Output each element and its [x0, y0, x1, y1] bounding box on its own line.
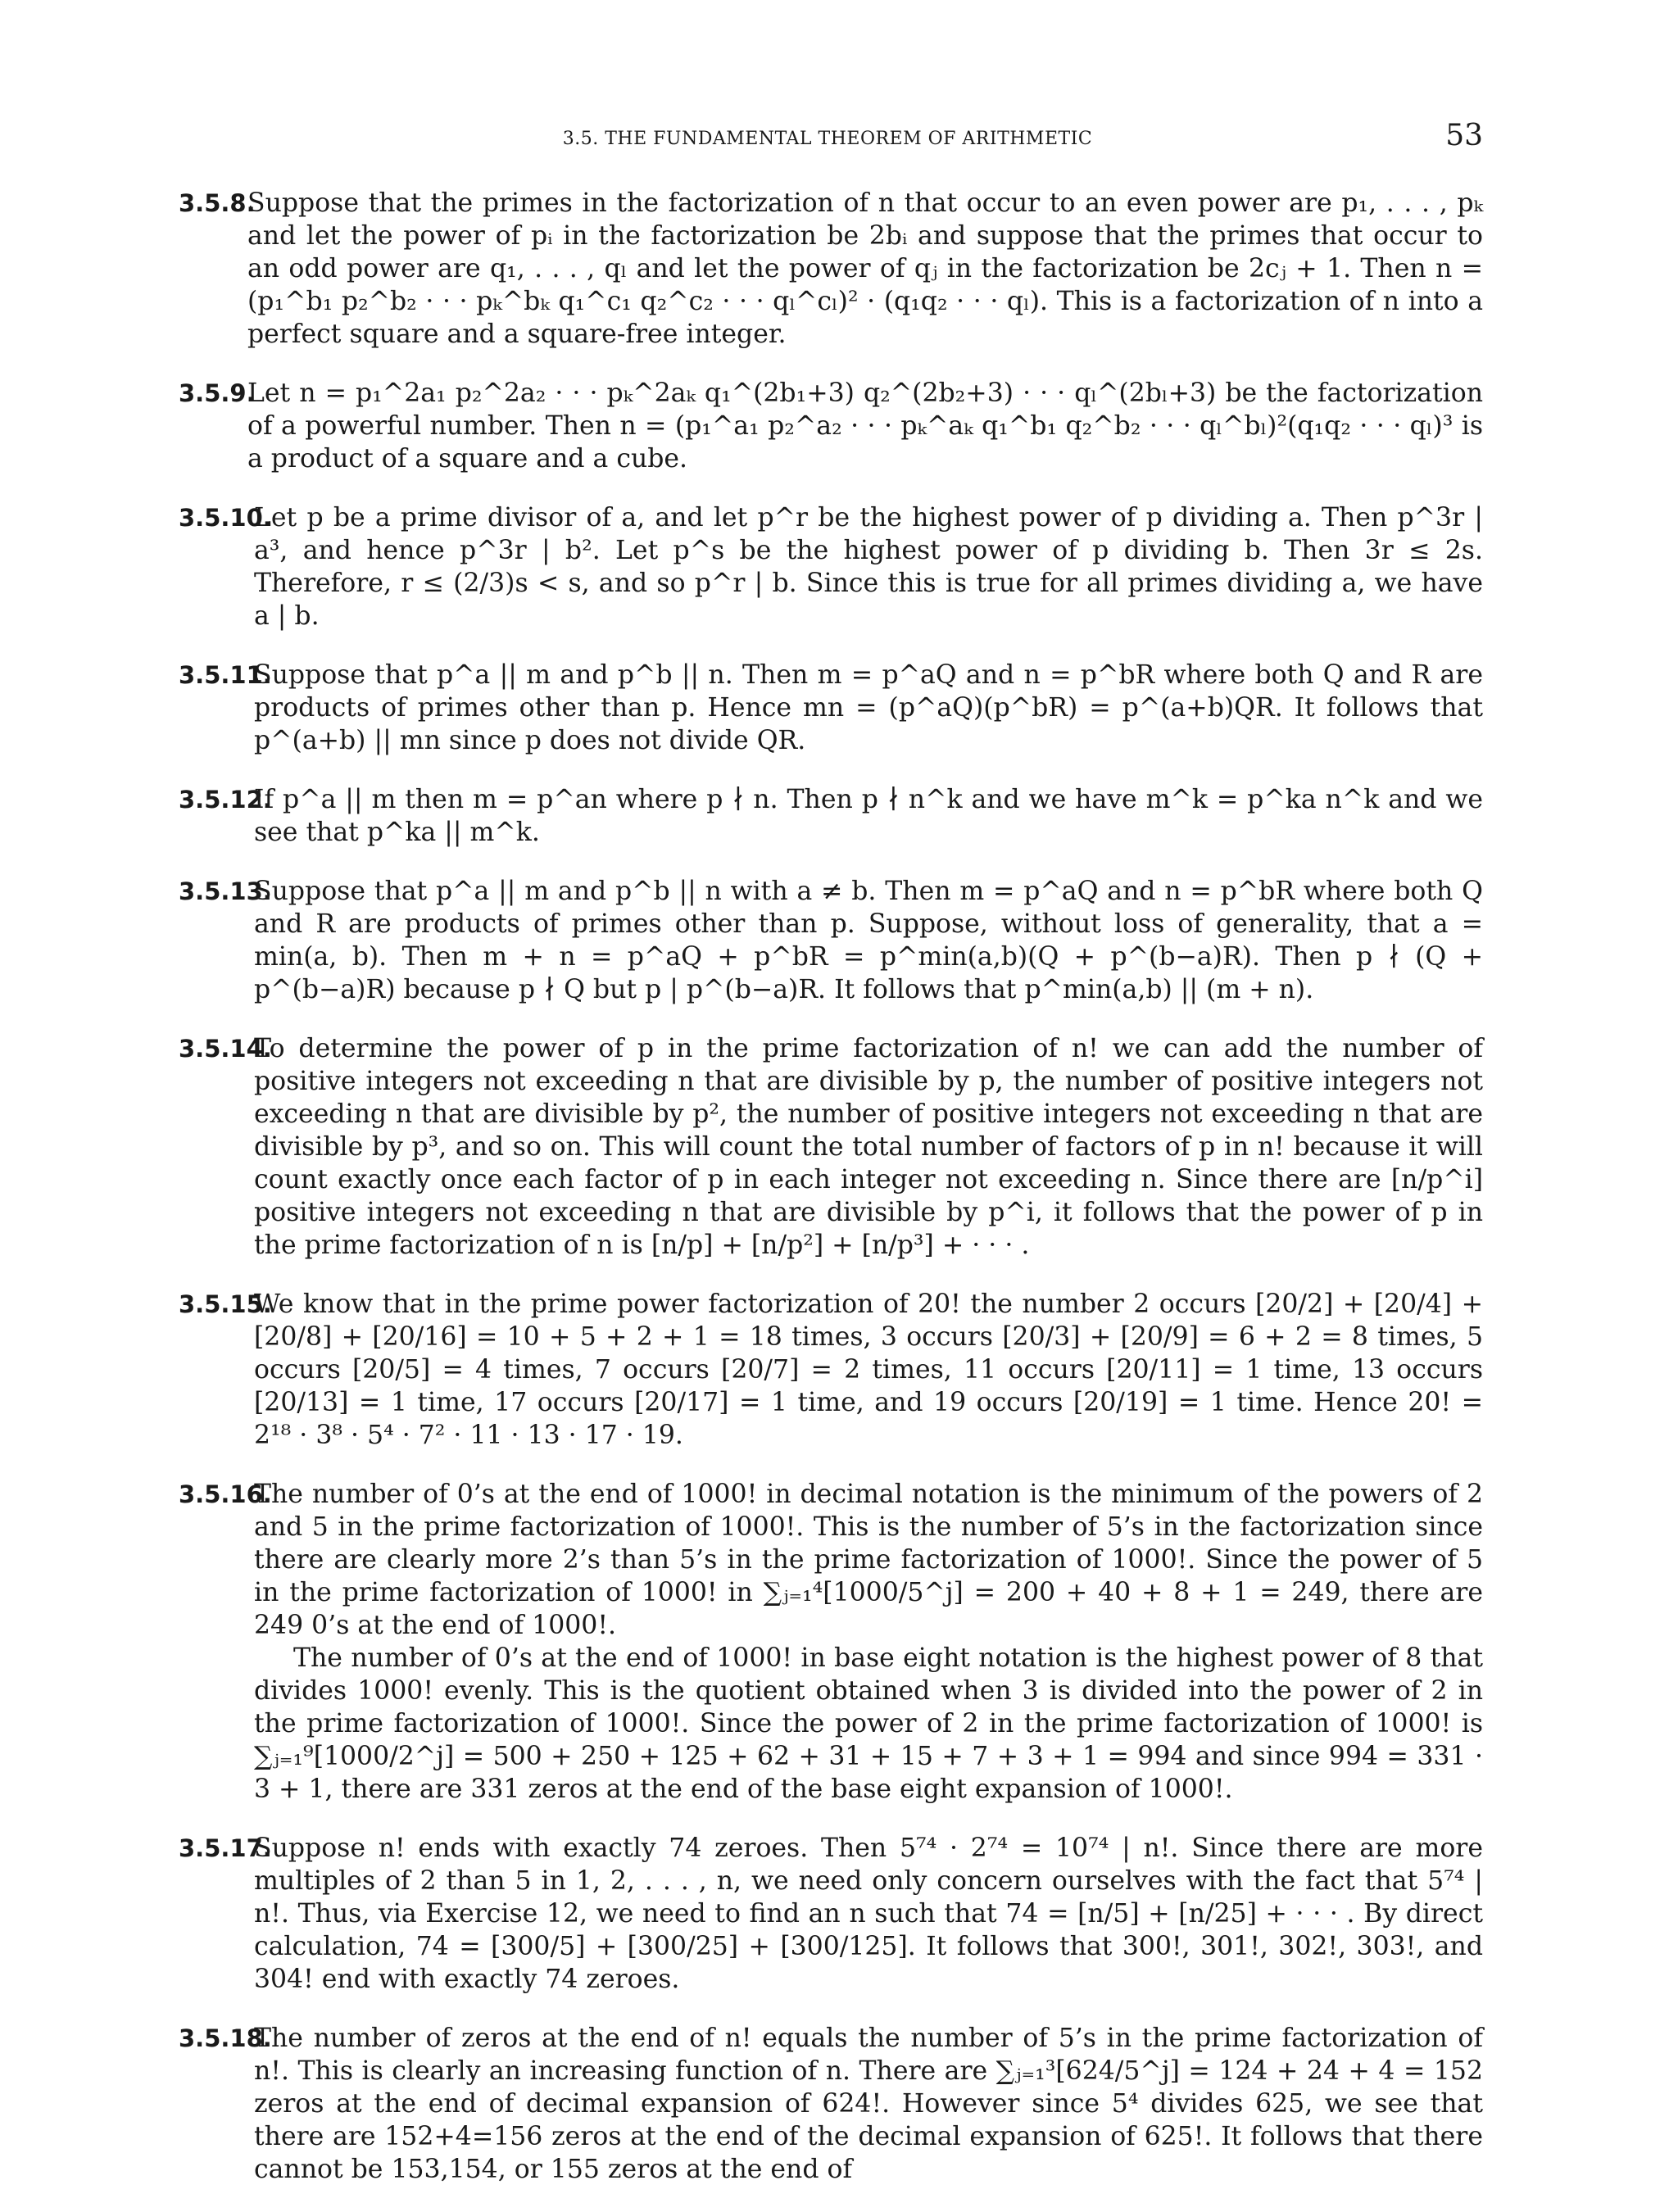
solution-text: Let n = p₁^2a₁ p₂^2a₂ · · · pₖ^2aₖ q₁^(2b₁+3) q₂^(2b₂+3) · · · qₗ^(2bₗ+3) be the factorization of a powerful number. Then n = (p₁^a₁ p₂^a₂ · · · pₖ^aₖ q₁^b₁ q₂^b₂ · · · qₗ^bₗ)²(q₁q₂ · · · qₗ)³ is a product of a square and a cube.	[247, 378, 1483, 474]
solution-3-5-15	[179, 1288, 1483, 1452]
solution-text: To determine the power of p in the prime factorization of n! we can add the number of positive integers not exceeding n that are divisible by p, the number of positive integers not exceeding n that are divisible by p², the number of positive integers not exceeding n that are divisible by p³, and so on. This will count the total number of factors of p in n! because it will count exactly once each factor of p in each integer not exceeding n. Since there are [n/p^i] positive integers not exceeding n that are divisible by p^i, it follows that the power of p in the prime factorization of n is [n/p] + [n/p²] + [n/p³] + · · · .	[254, 1034, 1483, 1260]
solution-text: The number of zeros at the end of n! equals the number of 5’s in the prime factorization of n!. This is clearly an increasing function of n. There are ∑ⱼ₌₁³[624/5^j] = 124 + 24 + 4 = 152 zeros at the end of decimal expansion of 624!. However since 5⁴ divides 625, we see that there are 152+4=156 zeros at the end of the decimal expansion of 625!. It follows that there cannot be 153,154, or 155 zeros at the end of	[254, 2024, 1483, 2184]
solution-number: 3.5.10.	[179, 504, 272, 532]
solution-text: The number of 0’s at the end of 1000! in decimal notation is the minimum of the powers of 2 and 5 in the prime factorization of 1000!. This is the number of 5’s in the factorization since there are clearly more 2’s than 5’s in the prime factorization of 1000!. Since the power of 5 in the prime factorization of 1000! in ∑ⱼ₌₁⁴[1000/5^j] = 200 + 40 + 8 + 1 = 249, there are 249 0’s at the end of 1000!.	[254, 1480, 1483, 1640]
solution-number: 3.5.14.	[179, 1035, 272, 1063]
solution-number: 3.5.17.	[179, 1834, 272, 1862]
solution-number: 3.5.15.	[179, 1290, 272, 1318]
running-title: 3.5. THE FUNDAMENTAL THEOREM OF ARITHMETIC	[562, 129, 1093, 149]
solution-3-5-8	[179, 187, 1483, 351]
solution-text: If p^a || m then m = p^an where p ∤ n. Then p ∤ n^k and we have m^k = p^ka n^k and we see that p^ka || m^k.	[254, 785, 1483, 847]
solution-3-5-17	[179, 1832, 1483, 1996]
solution-number: 3.5.8.	[179, 189, 256, 217]
solution-text-continued: The number of 0’s at the end of 1000! in base eight notation is the highest power of 8 that divides 1000! evenly. This is the quotient obtained when 3 is divided into the power of 2 in the prime factorization of 1000!. Since the power of 2 in the prime factorization of 1000! is ∑ⱼ₌₁⁹[1000/2^j] = 500 + 250 + 125 + 62 + 31 + 15 + 7 + 3 + 1 = 994 and since 994 = 331 · 3 + 1, there are 331 zeros at the end of the base eight expansion of 1000!.	[254, 1643, 1483, 1804]
solution-text: Let p be a prime divisor of a, and let p^r be the highest power of p dividing a. Then p^3r | a³, and hence p^3r | b². Let p^s be the highest power of p dividing b. Then 3r ≤ 2s. Therefore, r ≤ (2/3)s < s, and so p^r | b. Since this is true for all primes dividing a, we have a | b.	[254, 503, 1483, 631]
solution-number: 3.5.13.	[179, 877, 272, 905]
solution-3-5-10	[179, 501, 1483, 632]
page-number: 53	[1445, 119, 1483, 152]
solution-text: Suppose that p^a || m and p^b || n with a ≠ b. Then m = p^aQ and n = p^bR where both Q and R are products of primes other than p. Suppose, without loss of generality, that a = min(a, b). Then m + n = p^aQ + p^bR = p^min(a,b)(Q + p^(b−a)R). Then p ∤ (Q + p^(b−a)R) because p ∤ Q but p | p^(b−a)R. It follows that p^min(a,b) || (m + n).	[254, 877, 1483, 1004]
solution-3-5-16	[179, 1478, 1483, 1806]
running-header	[172, 119, 1483, 160]
solution-number: 3.5.9.	[179, 379, 256, 407]
solution-3-5-14	[179, 1032, 1483, 1262]
solution-number: 3.5.18.	[179, 2024, 272, 2052]
solution-number: 3.5.16.	[179, 1480, 272, 1508]
solution-number: 3.5.11.	[179, 661, 272, 689]
solution-3-5-18	[179, 2022, 1483, 2186]
solution-3-5-12	[179, 783, 1483, 849]
solution-3-5-13	[179, 875, 1483, 1006]
solution-text: Suppose that p^a || m and p^b || n. Then m = p^aQ and n = p^bR where both Q and R are products of primes other than p. Hence mn = (p^aQ)(p^bR) = p^(a+b)QR. It follows that p^(a+b) || mn since p does not divide QR.	[254, 660, 1483, 755]
solution-text: Suppose that the primes in the factorization of n that occur to an even power are p₁, . . . , pₖ and let the power of pᵢ in the factorization be 2bᵢ and suppose that the primes that occur to an odd power are q₁, . . . , qₗ and let the power of qⱼ in the factorization be 2cⱼ + 1. Then n = (p₁^b₁ p₂^b₂ · · · pₖ^bₖ q₁^c₁ q₂^c₂ · · · qₗ^cₗ)² · (q₁q₂ · · · qₗ). This is a factorization of n into a perfect square and a square-free integer.	[247, 188, 1483, 349]
solution-3-5-9	[179, 377, 1483, 475]
solution-3-5-11	[179, 659, 1483, 757]
solution-text: Suppose n! ends with exactly 74 zeroes. Then 5⁷⁴ · 2⁷⁴ = 10⁷⁴ | n!. Since there are more multiples of 2 than 5 in 1, 2, . . . , n, we need only concern ourselves with the fact that 5⁷⁴ | n!. Thus, via Exercise 12, we need to find an n such that 74 = [n/5] + [n/25] + · · · . By direct calculation, 74 = [300/5] + [300/25] + [300/125]. It follows that 300!, 301!, 302!, 303!, and 304! end with exactly 74 zeroes.	[254, 1834, 1483, 1994]
solutions-list	[179, 187, 1483, 2212]
solution-text: We know that in the prime power factorization of 20! the number 2 occurs [20/2] + [20/4] + [20/8] + [20/16] = 10 + 5 + 2 + 1 = 18 times, 3 occurs [20/3] + [20/9] = 6 + 2 = 8 times, 5 occurs [20/5] = 4 times, 7 occurs [20/7] = 2 times, 11 occurs [20/11] = 1 time, 13 occurs [20/13] = 1 time, 17 occurs [20/17] = 1 time, and 19 occurs [20/19] = 1 time. Hence 20! = 2¹⁸ · 3⁸ · 5⁴ · 7² · 11 · 13 · 17 · 19.	[254, 1290, 1483, 1450]
solution-number: 3.5.12.	[179, 786, 272, 814]
